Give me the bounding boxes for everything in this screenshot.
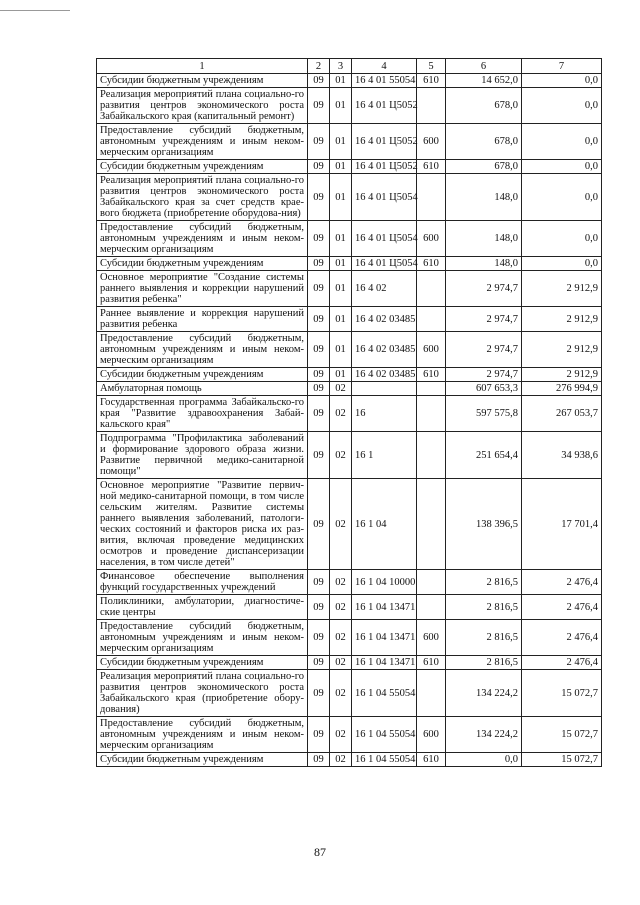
section-code-cell: 09 <box>308 332 330 368</box>
expense-type-code-cell <box>417 396 446 432</box>
target-item-code-cell: 16 4 01 Ц5054 <box>352 221 417 257</box>
budget-table <box>96 58 602 767</box>
table-row <box>97 670 602 717</box>
expense-type-code-cell <box>417 595 446 620</box>
section-code-cell: 09 <box>308 595 330 620</box>
amount-col7-cell: 0,0 <box>522 174 602 221</box>
target-item-code-cell: 16 4 01 Ц5052 <box>352 88 417 124</box>
amount-col7-cell: 276 994,9 <box>522 382 602 396</box>
subsection-code-cell: 01 <box>330 74 352 88</box>
subsection-code-cell: 01 <box>330 88 352 124</box>
section-code-cell: 09 <box>308 570 330 595</box>
table-body <box>97 59 602 767</box>
section-code-cell: 09 <box>308 620 330 656</box>
section-code-cell: 09 <box>308 368 330 382</box>
expense-type-code-cell: 610 <box>417 656 446 670</box>
header-cell: 6 <box>446 59 522 74</box>
subsection-code-cell: 02 <box>330 670 352 717</box>
target-item-code-cell: 16 1 04 10000 <box>352 570 417 595</box>
table-row <box>97 479 602 570</box>
subsection-code-cell: 01 <box>330 160 352 174</box>
item-name-cell: Субсидии бюджетным учреждениям <box>97 656 308 670</box>
amount-col6-cell: 148,0 <box>446 257 522 271</box>
item-name-cell: Субсидии бюджетным учреждениям <box>97 753 308 767</box>
amount-col6-cell: 148,0 <box>446 174 522 221</box>
section-code-cell: 09 <box>308 174 330 221</box>
amount-col6-cell: 2 816,5 <box>446 656 522 670</box>
target-item-code-cell: 16 4 02 03485 <box>352 368 417 382</box>
table-row <box>97 160 602 174</box>
page-number: 87 <box>314 845 326 859</box>
expense-type-code-cell <box>417 382 446 396</box>
header-row <box>97 59 602 74</box>
subsection-code-cell: 02 <box>330 396 352 432</box>
amount-col7-cell: 0,0 <box>522 221 602 257</box>
table-row <box>97 88 602 124</box>
section-code-cell: 09 <box>308 124 330 160</box>
expense-type-code-cell: 610 <box>417 753 446 767</box>
expense-type-code-cell: 600 <box>417 717 446 753</box>
item-name-cell: Финансовое обеспечение выполнения функций государственных учреждений <box>97 570 308 595</box>
amount-col7-cell: 15 072,7 <box>522 717 602 753</box>
item-name-cell: Предоставление субсидий бюджетным, автономным учреждениям и иным неком-мерческим организациям <box>97 717 308 753</box>
table-row <box>97 124 602 160</box>
target-item-code-cell: 16 1 04 13471 <box>352 595 417 620</box>
item-name-cell: Амбулаторная помощь <box>97 382 308 396</box>
amount-col7-cell: 15 072,7 <box>522 753 602 767</box>
section-code-cell: 09 <box>308 74 330 88</box>
subsection-code-cell: 01 <box>330 174 352 221</box>
header-cell: 5 <box>417 59 446 74</box>
table-row <box>97 656 602 670</box>
section-code-cell: 09 <box>308 221 330 257</box>
amount-col7-cell: 2 476,4 <box>522 595 602 620</box>
expense-type-code-cell <box>417 271 446 307</box>
subsection-code-cell: 01 <box>330 257 352 271</box>
subsection-code-cell: 01 <box>330 221 352 257</box>
target-item-code-cell: 16 1 04 13471 <box>352 656 417 670</box>
target-item-code-cell: 16 4 01 Ц5054 <box>352 174 417 221</box>
item-name-cell: Предоставление субсидий бюджетным, автономным учреждениям и иным неком-мерческим организациям <box>97 620 308 656</box>
subsection-code-cell: 02 <box>330 382 352 396</box>
expense-type-code-cell <box>417 432 446 479</box>
target-item-code-cell: 16 1 04 55054 <box>352 753 417 767</box>
amount-col7-cell: 0,0 <box>522 124 602 160</box>
amount-col7-cell: 0,0 <box>522 88 602 124</box>
amount-col6-cell: 138 396,5 <box>446 479 522 570</box>
header-cell: 3 <box>330 59 352 74</box>
subsection-code-cell: 01 <box>330 124 352 160</box>
section-code-cell: 09 <box>308 271 330 307</box>
amount-col6-cell: 251 654,4 <box>446 432 522 479</box>
target-item-code-cell: 16 4 02 03485 <box>352 332 417 368</box>
expense-type-code-cell <box>417 670 446 717</box>
table-row <box>97 753 602 767</box>
subsection-code-cell: 02 <box>330 479 352 570</box>
subsection-code-cell: 02 <box>330 570 352 595</box>
subsection-code-cell: 01 <box>330 368 352 382</box>
target-item-code-cell: 16 4 01 Ц5054 <box>352 257 417 271</box>
table-row <box>97 432 602 479</box>
target-item-code-cell: 16 1 <box>352 432 417 479</box>
amount-col6-cell: 2 816,5 <box>446 570 522 595</box>
scan-edge-line <box>0 10 70 11</box>
section-code-cell: 09 <box>308 382 330 396</box>
table-row <box>97 332 602 368</box>
target-item-code-cell: 16 4 01 Ц5052 <box>352 124 417 160</box>
item-name-cell: Реализация мероприятий плана социально-го развития центров экономического роста Забайкальского края (приобретение обору-дования) <box>97 670 308 717</box>
section-code-cell: 09 <box>308 160 330 174</box>
item-name-cell: Субсидии бюджетным учреждениям <box>97 74 308 88</box>
table-row <box>97 221 602 257</box>
amount-col7-cell: 2 912,9 <box>522 307 602 332</box>
expense-type-code-cell <box>417 174 446 221</box>
item-name-cell: Субсидии бюджетным учреждениям <box>97 368 308 382</box>
subsection-code-cell: 01 <box>330 271 352 307</box>
target-item-code-cell: 16 1 04 <box>352 479 417 570</box>
table-row <box>97 368 602 382</box>
table-row <box>97 307 602 332</box>
section-code-cell: 09 <box>308 670 330 717</box>
section-code-cell: 09 <box>308 307 330 332</box>
expense-type-code-cell: 610 <box>417 160 446 174</box>
table-row <box>97 382 602 396</box>
amount-col7-cell: 17 701,4 <box>522 479 602 570</box>
expense-type-code-cell <box>417 570 446 595</box>
subsection-code-cell: 01 <box>330 332 352 368</box>
table-row <box>97 570 602 595</box>
table-row <box>97 620 602 656</box>
expense-type-code-cell: 600 <box>417 124 446 160</box>
subsection-code-cell: 02 <box>330 595 352 620</box>
subsection-code-cell: 01 <box>330 307 352 332</box>
item-name-cell: Реализация мероприятий плана социально-го развития центров экономического роста Забайкальского края за счет средств крае-вого бюджета (приобретение оборудова-ния) <box>97 174 308 221</box>
amount-col6-cell: 134 224,2 <box>446 717 522 753</box>
amount-col7-cell: 2 912,9 <box>522 332 602 368</box>
amount-col7-cell: 2 912,9 <box>522 368 602 382</box>
amount-col6-cell: 14 652,0 <box>446 74 522 88</box>
section-code-cell: 09 <box>308 717 330 753</box>
expense-type-code-cell: 600 <box>417 620 446 656</box>
target-item-code-cell <box>352 382 417 396</box>
target-item-code-cell: 16 4 01 55054 <box>352 74 417 88</box>
subsection-code-cell: 02 <box>330 753 352 767</box>
target-item-code-cell: 16 1 04 55054 <box>352 717 417 753</box>
header-cell: 4 <box>352 59 417 74</box>
amount-col6-cell: 607 653,3 <box>446 382 522 396</box>
amount-col6-cell: 2 974,7 <box>446 271 522 307</box>
amount-col6-cell: 678,0 <box>446 160 522 174</box>
item-name-cell: Субсидии бюджетным учреждениям <box>97 160 308 174</box>
table-row <box>97 74 602 88</box>
amount-col7-cell: 0,0 <box>522 74 602 88</box>
target-item-code-cell: 16 1 04 13471 <box>352 620 417 656</box>
expense-type-code-cell: 610 <box>417 368 446 382</box>
section-code-cell: 09 <box>308 656 330 670</box>
expense-type-code-cell: 600 <box>417 332 446 368</box>
table-row <box>97 271 602 307</box>
section-code-cell: 09 <box>308 432 330 479</box>
amount-col6-cell: 678,0 <box>446 124 522 160</box>
subsection-code-cell: 02 <box>330 656 352 670</box>
subsection-code-cell: 02 <box>330 620 352 656</box>
section-code-cell: 09 <box>308 479 330 570</box>
expense-type-code-cell: 610 <box>417 74 446 88</box>
section-code-cell: 09 <box>308 396 330 432</box>
amount-col6-cell: 0,0 <box>446 753 522 767</box>
amount-col6-cell: 148,0 <box>446 221 522 257</box>
header-cell: 7 <box>522 59 602 74</box>
expense-type-code-cell <box>417 479 446 570</box>
item-name-cell: Предоставление субсидий бюджетным, автономным учреждениям и иным неком-мерческим организациям <box>97 124 308 160</box>
amount-col7-cell: 2 476,4 <box>522 620 602 656</box>
section-code-cell: 09 <box>308 88 330 124</box>
amount-col6-cell: 134 224,2 <box>446 670 522 717</box>
target-item-code-cell: 16 4 01 Ц5052 <box>352 160 417 174</box>
amount-col7-cell: 34 938,6 <box>522 432 602 479</box>
amount-col7-cell: 0,0 <box>522 160 602 174</box>
amount-col7-cell: 0,0 <box>522 257 602 271</box>
item-name-cell: Реализация мероприятий плана социально-го развития центров экономического роста Забайкальского края (капитальный ремонт) <box>97 88 308 124</box>
target-item-code-cell: 16 4 02 03485 <box>352 307 417 332</box>
target-item-code-cell: 16 <box>352 396 417 432</box>
amount-col7-cell: 267 053,7 <box>522 396 602 432</box>
target-item-code-cell: 16 1 04 55054 <box>352 670 417 717</box>
expense-type-code-cell <box>417 307 446 332</box>
amount-col6-cell: 678,0 <box>446 88 522 124</box>
item-name-cell: Подпрограмма "Профилактика заболеваний и формирование здорового образа жизни. Развитие первичной медико-санитарной помощи" <box>97 432 308 479</box>
table-row <box>97 717 602 753</box>
item-name-cell: Предоставление субсидий бюджетным, автономным учреждениям и иным неком-мерческим организациям <box>97 332 308 368</box>
expense-type-code-cell: 610 <box>417 257 446 271</box>
table-row <box>97 257 602 271</box>
item-name-cell: Основное мероприятие "Создание системы раннего выявления и коррекции нарушений развития ребенка" <box>97 271 308 307</box>
item-name-cell: Государственная программа Забайкальско-го края "Развитие здравоохранения Забай-кальского края" <box>97 396 308 432</box>
item-name-cell: Субсидии бюджетным учреждениям <box>97 257 308 271</box>
table-row <box>97 595 602 620</box>
header-cell: 1 <box>97 59 308 74</box>
item-name-cell: Раннее выявление и коррекция нарушений развития ребенка <box>97 307 308 332</box>
amount-col6-cell: 2 974,7 <box>446 307 522 332</box>
amount-col6-cell: 2 974,7 <box>446 368 522 382</box>
section-code-cell: 09 <box>308 753 330 767</box>
amount-col6-cell: 2 816,5 <box>446 620 522 656</box>
table-row <box>97 174 602 221</box>
subsection-code-cell: 02 <box>330 432 352 479</box>
item-name-cell: Поликлиники, амбулатории, диагностиче-ские центры <box>97 595 308 620</box>
amount-col7-cell: 2 476,4 <box>522 570 602 595</box>
section-code-cell: 09 <box>308 257 330 271</box>
amount-col6-cell: 2 974,7 <box>446 332 522 368</box>
amount-col7-cell: 15 072,7 <box>522 670 602 717</box>
expense-type-code-cell: 600 <box>417 221 446 257</box>
table-row <box>97 396 602 432</box>
expense-type-code-cell <box>417 88 446 124</box>
amount-col6-cell: 597 575,8 <box>446 396 522 432</box>
item-name-cell: Основное мероприятие "Развитие первич-ной медико-санитарной помощи, в том числе сельским жителям. Развитие системы раннего выявления заболеваний, патологи-ческих состояний и факторов риска их раз-вития, включая проведение медицинских осмотров и проведение диспансеризации населения, в том числе детей" <box>97 479 308 570</box>
amount-col6-cell: 2 816,5 <box>446 595 522 620</box>
amount-col7-cell: 2 912,9 <box>522 271 602 307</box>
target-item-code-cell: 16 4 02 <box>352 271 417 307</box>
header-cell: 2 <box>308 59 330 74</box>
subsection-code-cell: 02 <box>330 717 352 753</box>
amount-col7-cell: 2 476,4 <box>522 656 602 670</box>
item-name-cell: Предоставление субсидий бюджетным, автономным учреждениям и иным неком-мерческим организациям <box>97 221 308 257</box>
